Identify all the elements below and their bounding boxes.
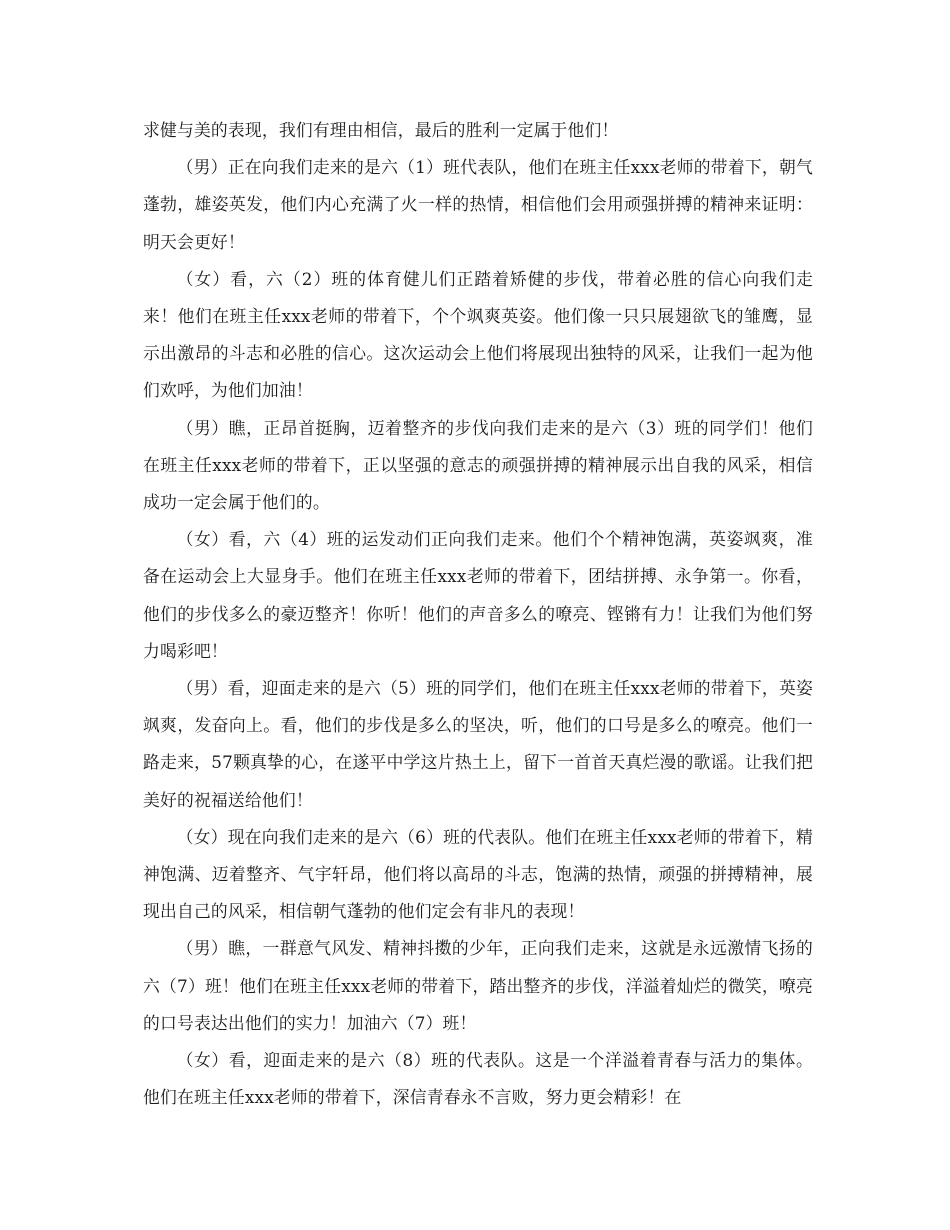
paragraph-class-6-2: （女）看，六（2）班的体育健儿们正踏着矫健的步伐，带着必胜的信心向我们走来！他们在班主任xxx老师的带着下，个个飒爽英姿。他们像一只只展翅欲飞的雏鹰，显示出激昂的斗志和必胜的信心。这次运动会上他们将展现出独特的风采，让我们一起为他们欢呼，为他们加油！: [143, 268, 813, 401]
paragraph-class-6-1: （男）正在向我们走来的是六（1）班代表队，他们在班主任xxx老师的带着下，朝气蓬勃，雄姿英发，他们内心充满了火一样的热情，相信他们会用顽强拼搏的精神来证明：明天会更好！: [143, 157, 813, 252]
paragraph-class-6-3: （男）瞧，正昂首挺胸，迈着整齐的步伐向我们走来的是六（3）班的同学们！他们在班主任xxx老师的带着下，正以坚强的意志的顽强拼搏的精神展示出自我的风采，相信成功一定会属于他们的。: [143, 417, 813, 513]
paragraph-class-6-7: （男）瞧，一群意气风发、精神抖擞的少年，正向我们走来，这就是永远激情飞扬的六（7）班！他们在班主任xxx老师的带着下，踏出整齐的步伐，洋溢着灿烂的微笑，嘹亮的口号表达出他们的实力！加油六（7）班！: [143, 938, 813, 1033]
document-body: [143, 112, 813, 1116]
paragraph-class-6-6: （女）现在向我们走来的是六（6）班的代表队。他们在班主任xxx老师的带着下，精神饱满、迈着整齐、气宇轩昂，他们将以高昂的斗志，饱满的热情，顽强的拼搏精神，展现出自己的风采，相信朝气蓬勃的他们定会有非凡的表现！: [143, 826, 813, 922]
paragraph-continuation: 求健与美的表现，我们有理由相信，最后的胜利一定属于他们！: [143, 120, 619, 140]
paragraph-class-6-5: （男）看，迎面走来的是六（5）班的同学们，他们在班主任xxx老师的带着下，英姿飒爽，发奋向上。看，他们的步伐是多么的坚决，听，他们的口号是多么的嘹亮。他们一路走来，57颗真挚的心，在遂平中学这片热土上，留下一首首天真烂漫的歌谣。让我们把美好的祝福送给他们！: [143, 678, 813, 810]
paragraph-class-6-8: （女）看，迎面走来的是六（8）班的代表队。这是一个洋溢着青春与活力的集体。他们在班主任xxx老师的带着下，深信青春永不言败，努力更会精彩！在: [143, 1050, 813, 1108]
paragraph-class-6-4: （女）看，六（4）班的运发动们正向我们走来。他们个个精神饱满，英姿飒爽，准备在运动会上大显身手。他们在班主任xxx老师的带着下，团结拼搏、永争第一。你看，他们的步伐多么的豪迈整齐！你听！他们的声音多么的嘹亮、铿锵有力！让我们为他们努力喝彩吧！: [143, 529, 813, 661]
